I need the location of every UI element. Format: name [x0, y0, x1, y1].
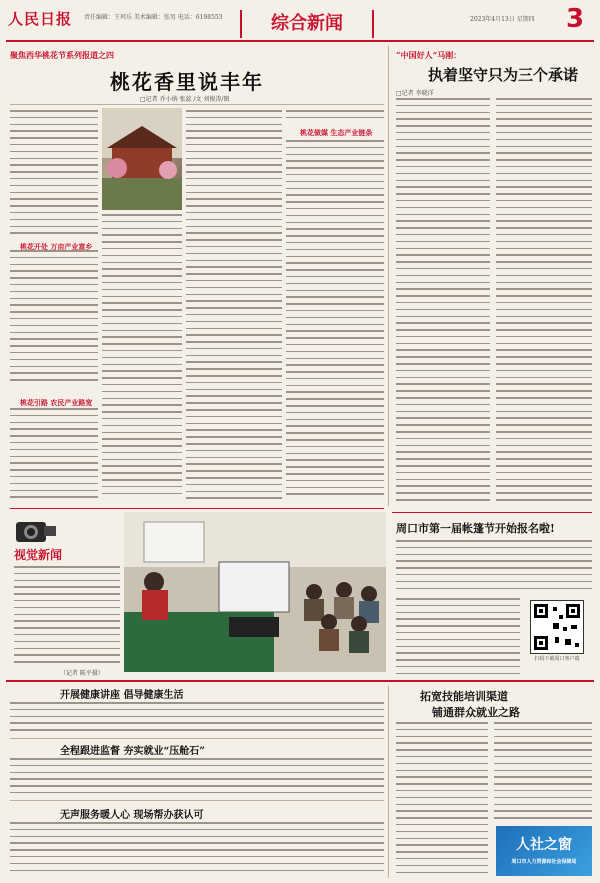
camera-icon — [14, 514, 58, 544]
issue-date: 2023年4月13日 星期四 — [470, 16, 535, 23]
masthead-rule — [6, 40, 594, 42]
left-col1-text3 — [10, 408, 98, 504]
right-byline: □记者 李晓洋 — [396, 90, 434, 97]
bottom-right-text-1 — [396, 722, 488, 878]
left-subhead-1: 桃花开处 万亩产业富乡 — [20, 242, 93, 251]
left-kicker: 聚焦西华桃花节系列报道之四 — [10, 50, 114, 60]
hr-window-badge — [496, 826, 592, 876]
bottom-right-headline-1: 拓宽技能培训渠道 — [420, 690, 508, 703]
left-col1-text2 — [10, 250, 98, 390]
left-subhead-3: 桃花做媒 生态产业链条 — [300, 128, 373, 137]
story1-headline: 开展健康讲座 倡导健康生活 — [60, 690, 184, 701]
left-col3-text — [186, 110, 282, 504]
left-byline: □记者 乔小纳 张蕊 /文 刘俊涛/图 — [140, 96, 230, 103]
lecture-photo — [124, 512, 386, 672]
story3-text — [10, 822, 384, 878]
badge-title: 人社之窗 — [516, 837, 572, 853]
right-col2-text — [496, 98, 592, 506]
story-divider-1 — [10, 738, 384, 739]
left-col4-text-top — [286, 110, 384, 124]
page-number: 3 — [566, 4, 585, 34]
tent-headline: 周口市第一届帐篷节开始报名啦! — [396, 522, 555, 535]
lecture-illustration — [124, 512, 386, 672]
bottom-right-text-2 — [494, 722, 592, 822]
bottom-column-divider — [388, 686, 389, 878]
qr-code[interactable] — [530, 600, 584, 654]
story1-text — [10, 702, 384, 736]
bottom-rule — [6, 680, 594, 682]
left-col2-text — [102, 214, 182, 504]
section-title: 综合新闻 — [240, 10, 374, 38]
video-news-label: 视觉新闻 — [14, 548, 63, 562]
story2-headline: 全程跟进监督 夯实就业“压舱石” — [60, 746, 205, 757]
video-caption-text — [14, 566, 120, 670]
right-kicker: “中国好人”马刚： — [396, 50, 462, 60]
badge-subtitle: 周口市人力资源和社会保障局 — [511, 859, 577, 865]
column-divider — [388, 46, 389, 506]
left-headline: 桃花香里说丰年 — [110, 70, 264, 94]
masthead-meta: 责任编辑：王珂乐 美术编辑：张男 电话：6198553 — [84, 14, 223, 21]
story-divider-2 — [10, 800, 384, 801]
right-col1-text — [396, 98, 490, 506]
story2-text — [10, 758, 384, 798]
left-col1-text — [10, 110, 98, 240]
tent-rule — [392, 512, 592, 513]
peach-garden-photo — [102, 108, 182, 210]
qr-caption: 扫码下载周口客户端 — [534, 656, 580, 662]
tent-text-bottom — [396, 598, 520, 678]
photo-illustration — [102, 108, 182, 210]
tent-text-top — [396, 540, 592, 594]
left-subhead-2: 桃花引路 农民产业路宽 — [20, 398, 93, 407]
video-credit: （记者 陈平摄） — [60, 670, 104, 677]
video-rule — [10, 508, 384, 509]
masthead-logo: 人民日报 — [8, 10, 73, 28]
left-rule — [10, 104, 384, 105]
story3-headline: 无声服务暖人心 现场帮办获认可 — [60, 810, 204, 821]
bottom-right-headline-2: 铺通群众就业之路 — [432, 706, 520, 719]
right-headline: 执着坚守只为三个承诺 — [428, 66, 579, 84]
left-col4-text — [286, 140, 384, 504]
